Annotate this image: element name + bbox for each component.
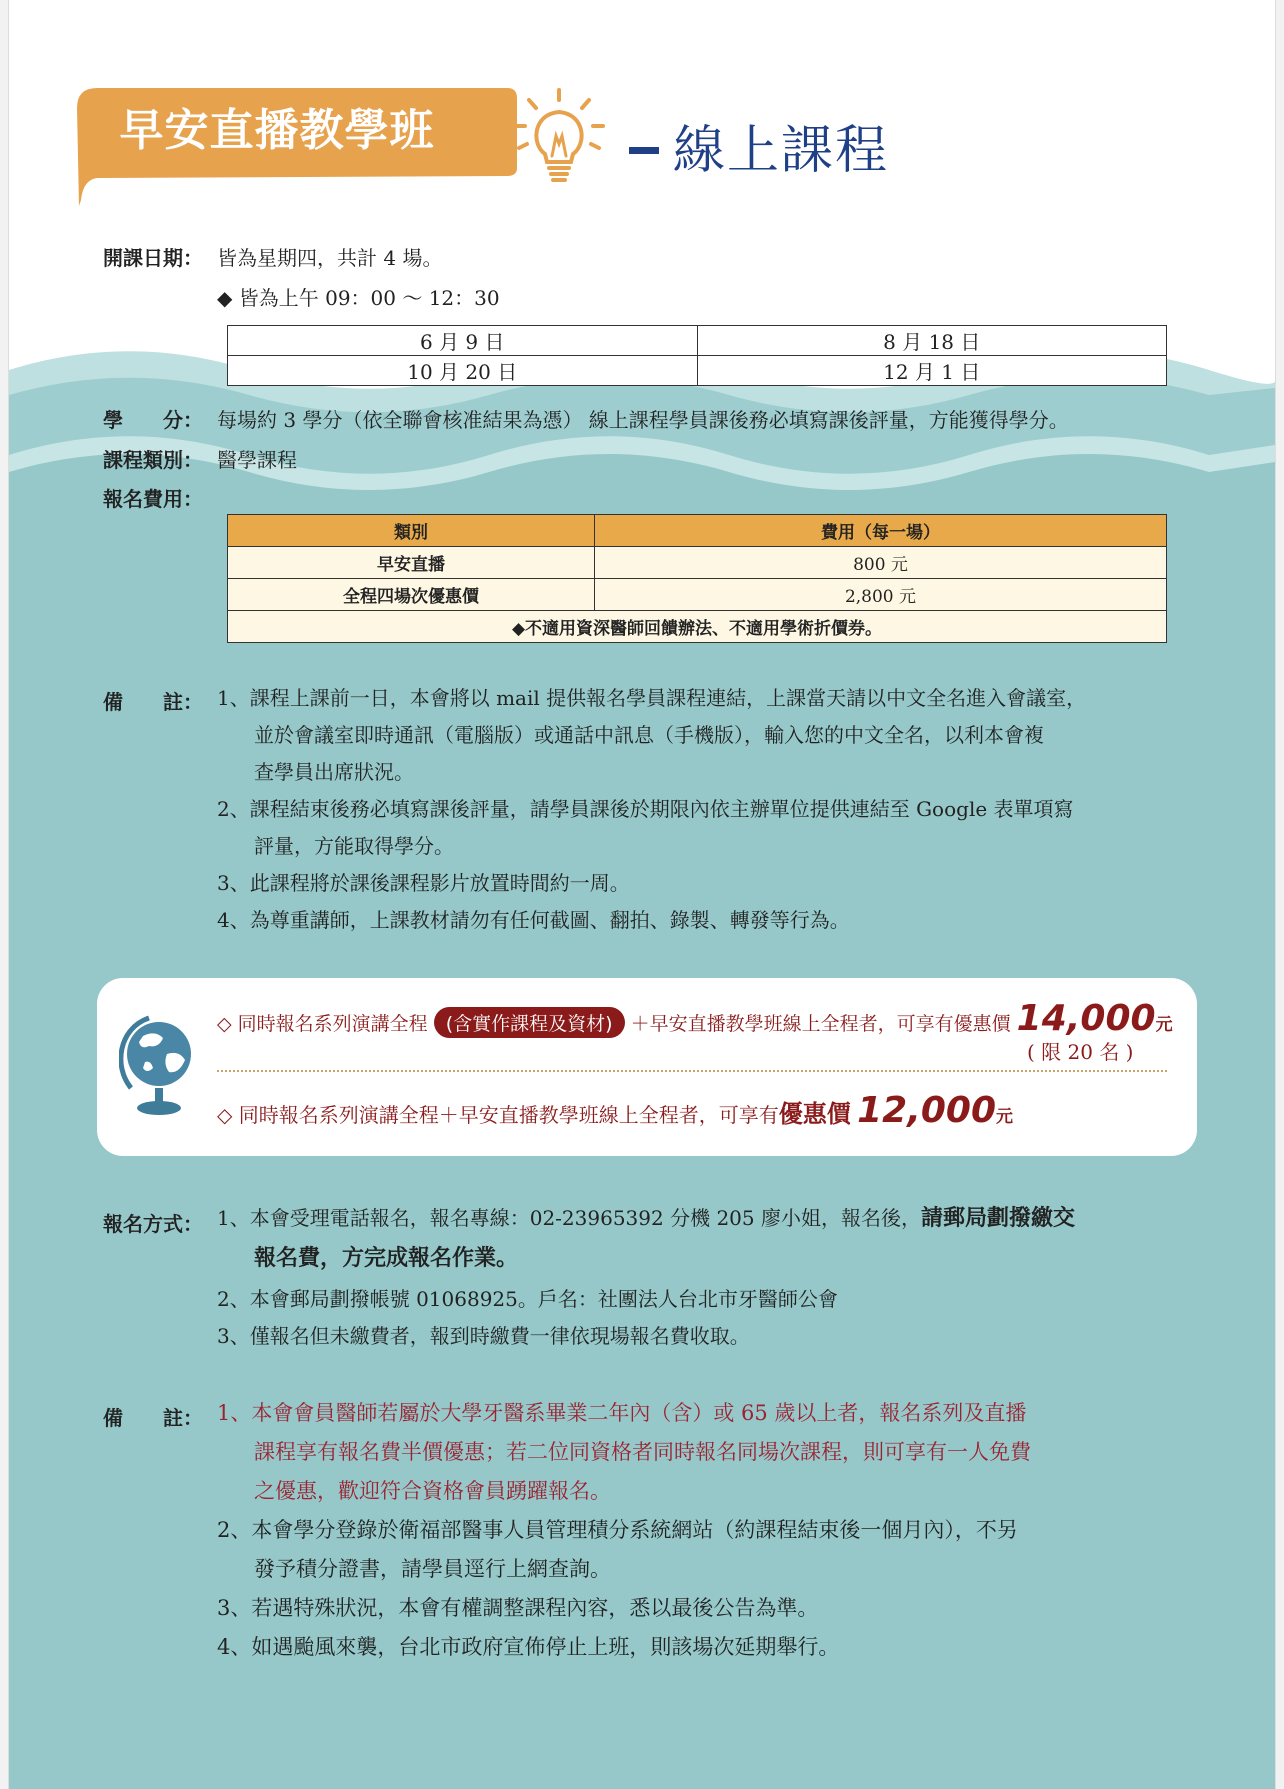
category-label: 課程類別： (103, 448, 203, 472)
fees-note-row (228, 611, 1167, 643)
promo-unit-1: 元 (1155, 1015, 1173, 1035)
subtitle (629, 108, 889, 183)
notes2-item: 4、如遇颱風來襲，台北市政府宣佈停止上班，則該場次延期舉行。 (217, 1635, 840, 1659)
fees-row (228, 579, 1167, 611)
date-cell: 6 月 9 日 (228, 326, 698, 356)
fees-table (227, 514, 1167, 643)
promo-line-2-emph: 優惠價 (778, 1100, 851, 1128)
promo-divider (217, 1070, 1167, 1072)
registration-item1-b: 請郵局劃撥繳交 (920, 1206, 1075, 1231)
notes2-item: 3、若遇特殊狀況，本會有權調整課程內容，悉以最後公告為準。 (217, 1596, 819, 1620)
title-banner (77, 88, 517, 208)
promo-line-1 (217, 998, 1173, 1039)
notes1-item: 1、課程上課前一日，本會將以 mail 提供報名學員課程連結，上課當天請以中文全名進入會議室， (217, 686, 1087, 710)
notes1-item: 並於會議室即時通訊（電腦版）或通話中訊息（手機版），輸入您的中文全名，以利本會複 (254, 723, 1044, 747)
credits-text: 每場約 3 學分（依全聯會核准結果為憑） 線上課程學員課後務必填寫課後評量，方能獲得學分。 (217, 408, 1069, 432)
subtitle-dash (629, 147, 659, 154)
fees-price: 800 元 (595, 547, 1167, 579)
notes1-item: 查學員出席狀況。 (254, 760, 414, 784)
notes2-label: 備 註： (103, 1406, 203, 1430)
fees-price: 2,800 元 (595, 579, 1167, 611)
schedule-text: 皆為星期四，共計 4 場。 (217, 246, 443, 270)
registration-item1-a: 1、本會受理電話報名，報名專線：02-23965392 分機 205 廖小姐，報名後， (217, 1206, 921, 1230)
schedule-label: 開課日期： (103, 246, 203, 270)
registration-item: 3、僅報名但未繳費者，報到時繳費一律依現場報名費收取。 (217, 1324, 750, 1348)
date-cell: 8 月 18 日 (697, 326, 1167, 356)
notes1-label: 備 註： (103, 690, 203, 714)
fees-category: 全程四場次優惠價 (228, 579, 595, 611)
registration-label: 報名方式： (103, 1212, 203, 1236)
fees-category: 早安直播 (228, 547, 595, 579)
schedule-time: ◆ 皆為上午 09：00 ～ 12：30 (217, 286, 500, 310)
notes1-item: 2、課程結束後務必填寫課後評量，請學員課後於期限內依主辦單位提供連結至 Google 表單項寫 (217, 797, 1074, 821)
promo-price-2: 12,000 (857, 1090, 997, 1131)
lightbulb-icon (509, 86, 609, 186)
subtitle-text: 線上課程 (673, 121, 890, 181)
fees-note: ◆不適用資深醫師回饋辦法、不適用學術折價券。 (228, 611, 1167, 643)
date-cell: 10 月 20 日 (228, 356, 698, 386)
fees-header-row (228, 515, 1167, 547)
fees-header-price: 費用（每一場） (595, 515, 1167, 547)
fees-row (228, 547, 1167, 579)
registration-list (217, 1200, 1217, 1355)
registration-item (217, 1200, 1217, 1237)
notes2-item: 之優惠，歡迎符合資格會員踴躍報名。 (254, 1479, 611, 1503)
promo-price-1: 14,000 (1016, 998, 1156, 1039)
dates-row (228, 326, 1167, 356)
notes1-item: 評量，方能取得學分。 (254, 834, 454, 858)
date-cell: 12 月 1 日 (697, 356, 1167, 386)
notes2-item: 2、本會學分登錄於衛福部醫事人員管理積分系統網站（約課程結束後一個月內），不另 (217, 1518, 1018, 1542)
registration-item: 2、本會郵局劃撥帳號 01068925。戶名：社團法人台北市牙醫師公會 (217, 1287, 838, 1311)
notes1-list (217, 680, 1217, 939)
promo-box (97, 978, 1197, 1156)
dates-table (227, 325, 1167, 386)
promo-line-2 (217, 1090, 1013, 1131)
globe-icon (119, 1010, 199, 1120)
promo-line-1-suffix: ＋早安直播教學班線上全程者，可享有優惠價 (630, 1013, 1011, 1035)
notes2-item: 課程享有報名費半價優惠；若二位同資格者同時報名同場次課程，則可享有一人免費 (254, 1440, 1031, 1464)
document-page (8, 0, 1276, 1789)
promo-limit: ( 限 20 名 ) (1027, 1040, 1134, 1064)
credits-label: 學 分： (103, 408, 203, 432)
registration-item1-c: 報名費，方完成報名作業。 (254, 1246, 519, 1271)
fees-label: 報名費用： (103, 487, 203, 511)
notes2-list (217, 1394, 1227, 1667)
notes1-item: 3、此課程將於課後課程影片放置時間約一周。 (217, 871, 630, 895)
notes2-item: 發予積分證書，請學員逕行上網查詢。 (254, 1557, 611, 1581)
dates-row (228, 356, 1167, 386)
notes2-item: 1、本會會員醫師若屬於大學牙醫系畢業二年內（含）或 65 歲以上者，報名系列及直播 (217, 1401, 1027, 1425)
promo-pill: (含實作課程及資材) (434, 1007, 625, 1038)
notes1-item: 4、為尊重講師，上課教材請勿有任何截圖、翻拍、錄製、轉發等行為。 (217, 908, 850, 932)
fees-header-category: 類別 (228, 515, 595, 547)
promo-line-2-prefix: ◇ 同時報名系列演講全程＋早安直播教學班線上全程者，可享有 (217, 1103, 779, 1127)
category-text: 醫學課程 (217, 448, 297, 472)
promo-unit-2: 元 (996, 1107, 1014, 1127)
banner-title: 早安直播教學班 (119, 105, 435, 156)
promo-line-1-prefix: ◇ 同時報名系列演講全程 (217, 1013, 428, 1035)
